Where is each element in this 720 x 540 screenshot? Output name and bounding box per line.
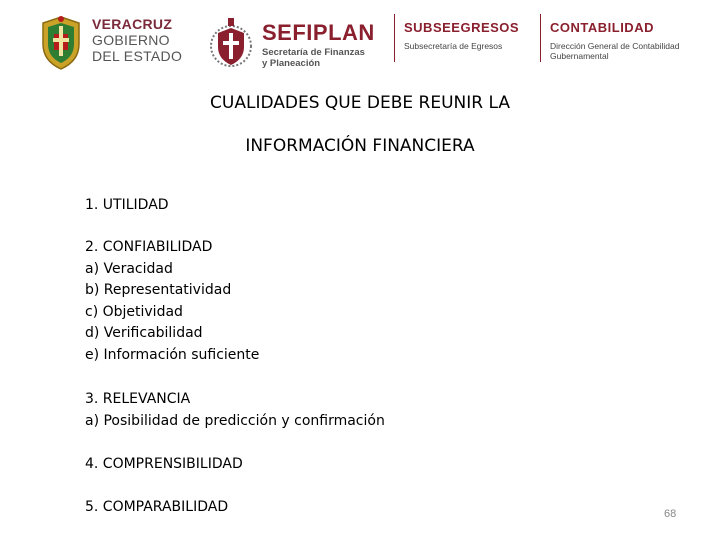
section-confiabilidad [85, 237, 259, 366]
veracruz-logo-text [92, 16, 182, 64]
list-item: a) Veracidad [85, 260, 173, 277]
header [0, 0, 720, 80]
list-item: c) Objetividad [85, 303, 183, 320]
sefiplan-subtitle-1: Secretaría de Finanzas [262, 47, 365, 58]
header-divider [540, 14, 541, 62]
veracruz-line2: GOBIERNO [92, 32, 170, 48]
subsecretaria-desc: Subsecretaría de Egresos [404, 41, 503, 51]
contabilidad-desc-2: Gubernamental [550, 51, 609, 61]
contabilidad-block [550, 20, 710, 61]
section-heading: 2. CONFIABILIDAD [85, 239, 213, 255]
subsecretaria-block [404, 20, 534, 51]
contabilidad-name: CONTABILIDAD [550, 20, 654, 35]
list-item: d) Verificabilidad [85, 325, 203, 341]
veracruz-coat-of-arms-icon [36, 14, 86, 72]
sefiplan-title: SEFIPLAN [262, 20, 375, 45]
page-title-line1: CUALIDADES QUE DEBE REUNIR LA [210, 93, 510, 113]
veracruz-line3: DEL ESTADO [92, 48, 183, 64]
sefiplan-logo-text [262, 22, 375, 69]
page-title-line2: INFORMACIÓN FINANCIERA [245, 136, 475, 156]
list-item: b) Representatividad [85, 282, 232, 298]
contabilidad-desc [550, 41, 710, 61]
list-item: a) Posibilidad de predicción y confirmación [85, 412, 385, 429]
header-divider [394, 14, 395, 62]
section-comprensibilidad: 4. COMPRENSIBILIDAD [85, 456, 243, 472]
sefiplan-emblem-icon [208, 16, 254, 72]
section-comparabilidad: 5. COMPARABILIDAD [85, 499, 229, 515]
contabilidad-desc-1: Dirección General de Contabilidad [550, 41, 680, 51]
sefiplan-subtitle-2: y Planeación [262, 58, 321, 69]
subsecretaria-name: SUBSEEGRESOS [404, 20, 520, 35]
veracruz-line1: VERACRUZ [92, 16, 173, 32]
section-utilidad: 1. UTILIDAD [85, 197, 169, 213]
section-relevancia [85, 389, 385, 432]
list-item: e) Información suficiente [85, 346, 260, 363]
page-number: 68 [664, 508, 677, 520]
section-heading: 3. RELEVANCIA [85, 391, 191, 407]
